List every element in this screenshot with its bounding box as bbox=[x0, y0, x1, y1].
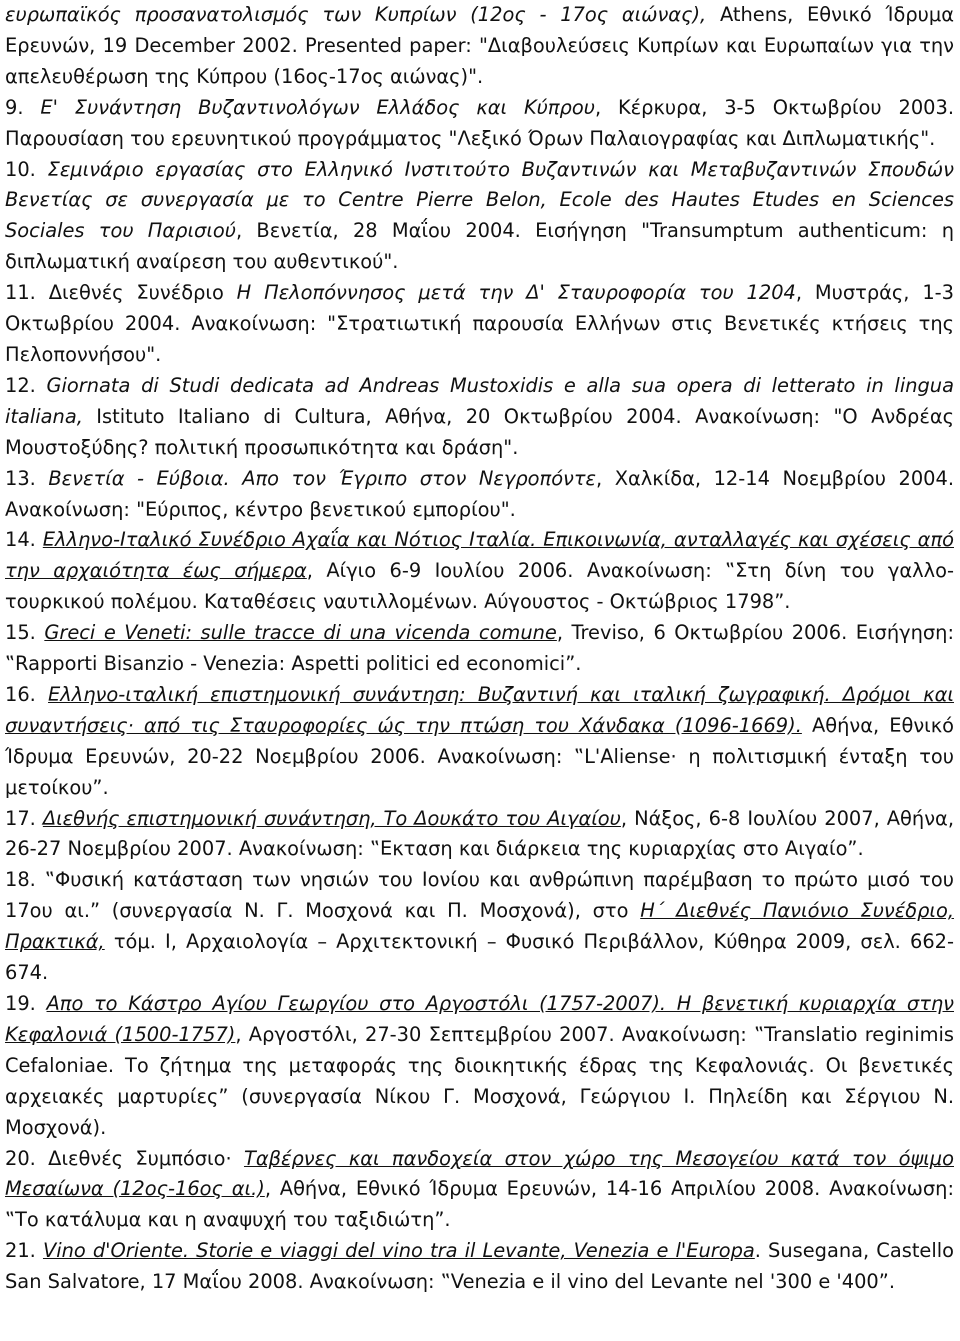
bibliography-entry bbox=[5, 93, 954, 155]
entry-text: . Susegana, Castello San Salvatore, 17 Μαΐου 2008. Ανακοίνωση: ‟Venezia e il vino del Levante nel '300 e '400”. bbox=[5, 1239, 954, 1294]
entry-text: 15. bbox=[5, 621, 45, 645]
entry-text: Αθήνα, Εθνικό Ίδρυμα Ερευνών, 20-22 Νοεμβρίου 2006. Ανακοίνωση: ‟L'Aliense· η πολιτισμική ένταξη του μετοίκου”. bbox=[5, 713, 954, 799]
entry-text: 12. bbox=[5, 373, 47, 397]
entry-title-text: Διεθνής επιστημονική συνάντηση, Το Δουκάτο του Αιγαίου bbox=[42, 806, 621, 830]
bibliography-entry bbox=[5, 804, 954, 866]
bibliography-entry bbox=[5, 680, 954, 804]
entry-title-text: ευρωπαϊκός προσανατολισμός των Κυπρίων (12ος - 17ος αιώνας), bbox=[5, 3, 707, 26]
bibliography-entry bbox=[5, 155, 954, 279]
entry-title-text: Απο το Κάστρο Αγίου Γεωργίου στο Αργοστόλι (1757-2007). Η βενετική κυριαρχία στην Κεφαλονιά (1500-1757) bbox=[5, 992, 954, 1046]
entry-text: 18. ‟Φυσική κατάσταση των νησιών του Ιονίου και ανθρώπινη παρέμβαση το πρώτο μισό του 17ου αι.” (συνεργασία Ν. Γ. Μοσχονά και Π. Μοσχονά), στο bbox=[5, 868, 954, 923]
bibliography-entry bbox=[5, 618, 954, 680]
entry-text: Athens, Εθνικό Ίδρυμα Ερευνών, 19 December 2002. Presented paper: "Διαβουλεύσεις Κυπρίων και Ευρωπαίων για την απελευθέρωση της Κύπρου (16ος-17ος αιώνας)". bbox=[5, 3, 954, 88]
entry-text: , Treviso, 6 Οκτωβρίου 2006. Εισήγηση: ‟Rapporti Bisanzio - Venezia: Aspetti politici ed economici”. bbox=[5, 621, 954, 676]
entry-text: , Μυστράς, 1-3 Οκτωβρίου 2004. Ανακοίνωση: "Στρατιωτική παρουσία Ελλήνων στις Βενετικές κτήσεις της Πελοποννήσου". bbox=[5, 281, 954, 366]
entry-title-text: Greci e Veneti: sulle tracce di una vicenda comune bbox=[44, 621, 557, 645]
entry-title-text: Vino d'Oriente. Storie e viaggi del vino tra il Levante, Venezia e l'Europa bbox=[42, 1239, 755, 1263]
bibliography-entry bbox=[5, 989, 954, 1144]
entry-text: , Αίγιο 6-9 Ιουλίου 2006. Ανακοίνωση: ‟Στη δίνη του γαλλο-τουρκικού πολέμου. Καταθέσεις ναυτιλλομένων. Αύγουστος - Οκτώβριος 1798”. bbox=[5, 559, 954, 614]
entry-title-text: Η Πελοπόννησος μετά την Δ' Σταυροφορία του 1204 bbox=[236, 281, 796, 305]
entry-text: , Αθήνα, Εθνικό Ίδρυμα Ερευνών, 14-16 Απριλίου 2008. Ανακοίνωση: ‟Το κατάλυμα και η αναψυχή του ταξιδιώτη”. bbox=[5, 1177, 954, 1232]
entry-text: , Χαλκίδα, 12-14 Νοεμβρίου 2004. Ανακοίνωση: "Εύριπος, κέντρο βενετικού εμπορίου". bbox=[5, 466, 954, 521]
entry-text: τόμ. Ι, Αρχαιολογία – Αρχιτεκτονική – Φυσικό Περιβάλλον, Κύθηρα 2009, σελ. 662-674. bbox=[5, 930, 954, 985]
entry-title-text: Ελληνο-ιταλική επιστημονική συνάντηση: Βυζαντινή και ιταλική ζωγραφική. Δρόμοι και συναντήσεις· από τις Σταυροφορίες ώς την πτώση του Χάνδακα (1096-1669). bbox=[5, 682, 954, 737]
entry-text: , Νάξος, 6-8 Ιουλίου 2007, Αθήνα, 26-27 Νοεμβρίου 2007. Ανακοίνωση: ‟Εκταση και διάρκεια της κυριαρχίας στο Αιγαίο”. bbox=[5, 806, 954, 861]
entry-text: 11. Διεθνές Συνέδριο bbox=[5, 281, 237, 305]
entry-text: , Αργοστόλι, 27-30 Σεπτεμβρίου 2007. Ανακοίνωση: ‟Translatio reginimis Cefaloniae. Το ζήτημα της μεταφοράς της διοικητικής έδρας της Κεφαλονιάς. Οι βενετικές αρχειακές μαρτυρίες” (συνεργασία Νίκου Γ. Μοσχονά, Γεώργιου Ι. Πηλείδη και Σέργιου Ν. Μοσχονά). bbox=[5, 1022, 954, 1139]
entry-text: , Βενετία, 28 Μαΐου 2004. Εισήγηση "Transumptum authenticum: η διπλωματική αναίρεση του αυθεντικού". bbox=[5, 219, 954, 274]
bibliography-entry bbox=[5, 464, 954, 526]
entry-text: 19. bbox=[5, 992, 47, 1015]
entry-title-text: Ελληνο-Ιταλικό Συνέδριο Αχαΐα και Νότιος Ιταλία. Επικοινωνία, ανταλλαγές και σχέσεις από την αρχαιότητα έως σήμερα bbox=[5, 528, 954, 583]
bibliography-entry bbox=[5, 278, 954, 371]
entry-text: 10. bbox=[5, 157, 48, 181]
entry-text: 14. bbox=[5, 528, 43, 552]
entry-title-text: Η΄ Διεθνές Πανιόνιο Συνέδριο, Πρακτικά, bbox=[5, 899, 954, 954]
entry-title-text: Ταβέρνες και πανδοχεία στον χώρο της Μεσογείου κατά τον όψιμο Μεσαίωνα (12ος-16ος αι.) bbox=[5, 1146, 954, 1201]
entry-text: 16. bbox=[5, 682, 49, 706]
bibliography-entry bbox=[5, 1144, 954, 1237]
entry-text: 20. Διεθνές Συμπόσιο· bbox=[5, 1146, 244, 1170]
entry-title-text: Βενετία - Εύβοια. Απο τον Έγριπο στον Νεγροπόντε bbox=[48, 466, 597, 490]
bibliography-entry bbox=[5, 0, 954, 93]
entry-text: , Κέρκυρα, 3-5 Οκτωβρίου 2003. Παρουσίαση του ερευνητικού προγράμματος "Λεξικό Όρων Παλαιογραφίας και Διπλωματικής". bbox=[5, 95, 954, 150]
entry-title-text: Giornata di Studi dedicata ad Andreas Mustoxidis e alla sua opera di letterato in lingua italiana, bbox=[5, 373, 954, 428]
entry-text: 9. bbox=[5, 95, 41, 119]
entry-text: Istituto Italiano di Cultura, Αθήνα, 20 Οκτωβρίου 2004. Ανακοίνωση: "Ο Ανδρέας Μουστοξύδης? πολιτική προσωπικότητα και δράση". bbox=[5, 404, 954, 459]
bibliography-entry bbox=[5, 865, 954, 989]
entry-text: 13. bbox=[5, 466, 49, 490]
entry-title-text: Ε' Συνάντηση Βυζαντινολόγων Ελλάδος και Κύπρου bbox=[40, 95, 595, 119]
bibliography-entry bbox=[5, 525, 954, 618]
bibliography-entry bbox=[5, 1236, 954, 1298]
bibliography-entry bbox=[5, 371, 954, 464]
entry-text: 21. bbox=[5, 1239, 43, 1263]
entry-text: 17. bbox=[5, 806, 43, 830]
entry-title-text: Σεμινάριο εργασίας στο Ελληνικό Ινστιτούτο Βυζαντινών και Μεταβυζαντινών Σπουδών Βενετίας σε συνεργασία με το Centre Pierre Belon, Ecole des Hautes Etudes en Sciences Sociales του Παρισιού bbox=[5, 157, 954, 243]
